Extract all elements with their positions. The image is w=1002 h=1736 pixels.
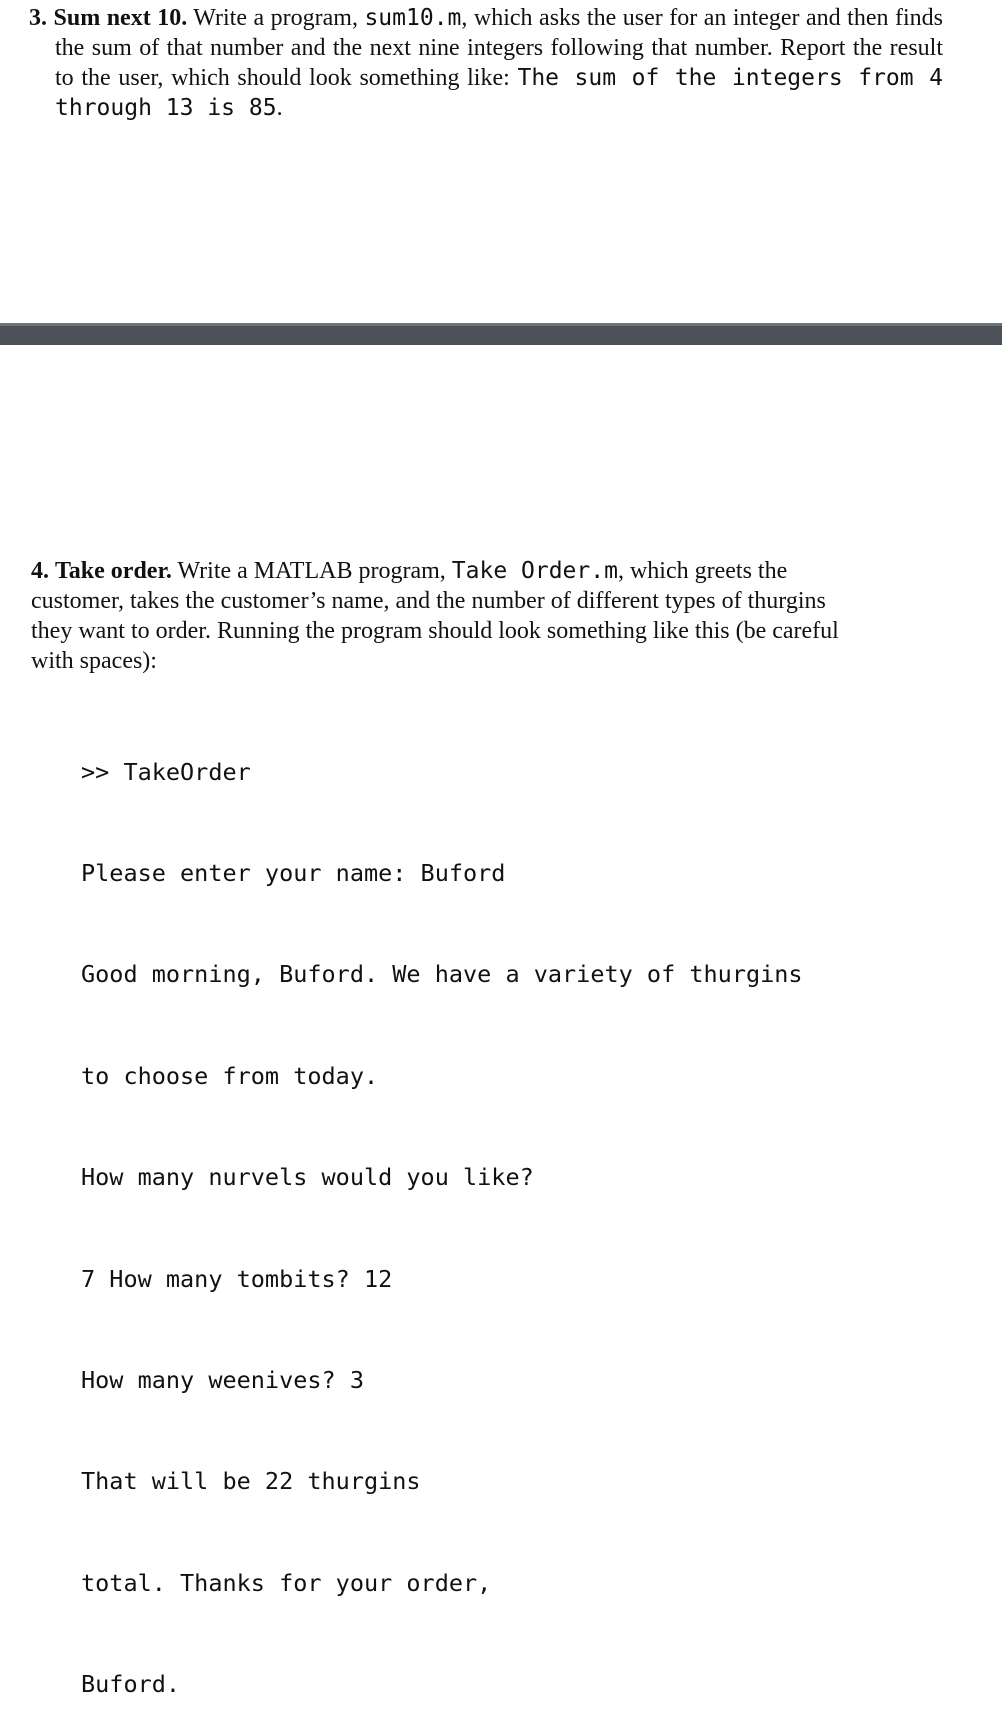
console-output — [81, 688, 803, 1736]
console-line-name-prompt: Please enter your name: Buford — [81, 858, 506, 887]
problem-3-end: . — [276, 95, 283, 121]
page-divider — [0, 323, 1002, 345]
problem-3-text-2: , which asks the user for an integer and then finds the sum of that number and the next nine integers following that number. Report the result to the user, which should look something like: — [55, 5, 944, 91]
console-line-weenives: How many weenives? 3 — [81, 1365, 364, 1394]
console-line-name: Buford. — [81, 1670, 181, 1699]
problem-4-paragraph — [0, 556, 849, 676]
problem-4 — [0, 556, 1002, 676]
console-line-prompt: >> TakeOrder — [81, 757, 251, 786]
problem-4-text-2: , which greets the customer, takes the customer’s name, and the number of different types of thurgins they want to order. Running the program should look something like this (be careful with spaces): — [31, 558, 839, 674]
console-line-total: That will be 22 thurgins — [81, 1467, 421, 1496]
problem-4-title: Take order. — [55, 558, 172, 584]
problem-3 — [0, 3, 1002, 123]
problem-3-filename: sum10.m — [364, 5, 462, 31]
console-line-greeting-cont: to choose from today. — [81, 1061, 379, 1090]
console-line-thanks: total. Thanks for your order, — [81, 1568, 492, 1597]
problem-4-filename: Take Order.m — [451, 558, 618, 584]
problem-3-example-output: The sum of the integers from 4 through 13 is 85 — [55, 65, 943, 121]
problem-3-paragraph — [0, 3, 943, 123]
console-line-tombits: 7 How many tombits? 12 — [81, 1264, 393, 1293]
console-line-nurvels: How many nurvels would you like? — [81, 1163, 534, 1192]
console-line-greeting: Good morning, Buford. We have a variety of thurgins — [81, 960, 803, 989]
problem-4-text-1: Write a MATLAB program, — [171, 558, 452, 584]
problem-3-title: Sum next 10. — [53, 5, 188, 31]
problem-3-number: 3. — [29, 5, 47, 31]
problem-3-text-1: Write a program, — [187, 5, 365, 31]
problem-4-number: 4. — [31, 558, 49, 584]
